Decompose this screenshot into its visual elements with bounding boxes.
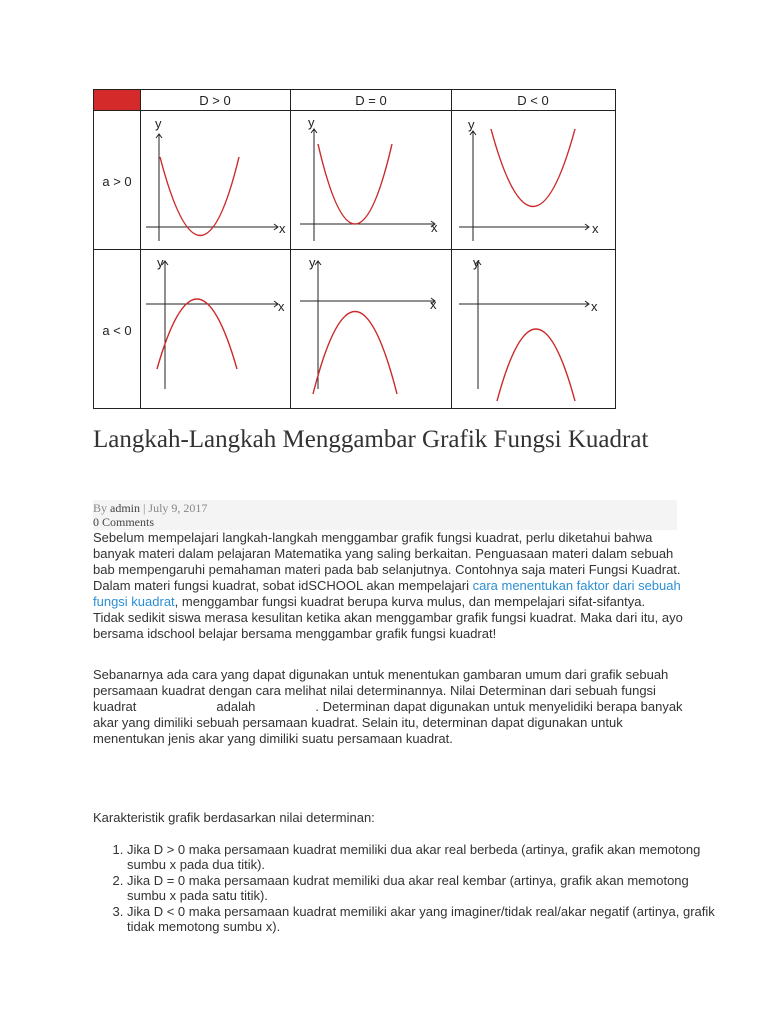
row-header-a-negative: a < 0 bbox=[102, 323, 132, 338]
col-header-d-zero: D = 0 bbox=[355, 93, 387, 108]
meta-separator: | bbox=[143, 501, 146, 515]
characteristics-list bbox=[93, 842, 717, 935]
parabola-graph-table bbox=[93, 89, 617, 410]
svg-text:x: x bbox=[592, 221, 599, 236]
svg-text:x: x bbox=[430, 297, 437, 312]
svg-text:x: x bbox=[591, 299, 598, 314]
graph-a-pos-d-neg bbox=[459, 117, 599, 241]
paragraph-motivation: Tidak sedikit siswa merasa kesulitan ketika akan menggambar grafik fungsi kuadrat. Maka dari itu, ayo bersama idschool belajar bersama menggambar grafik fungsi kuadrat! bbox=[93, 610, 683, 641]
svg-text:y: y bbox=[468, 117, 475, 132]
graph-a-pos-d-pos bbox=[146, 116, 286, 241]
svg-text:x: x bbox=[431, 220, 438, 235]
graph-a-pos-d-zero bbox=[300, 115, 438, 241]
factor-link[interactable]: cara menentukan faktor dari sebuah fungsi kuadrat bbox=[93, 578, 681, 609]
list-item: 1. Jika D > 0 maka persamaan kuadrat memiliki dua akar real berbeda (artinya, grafik akan memotong sumbu x pada dua titik). bbox=[127, 842, 717, 872]
graph-a-neg-d-zero bbox=[300, 255, 437, 394]
meta-by: By bbox=[93, 501, 108, 515]
graph-a-neg-d-pos bbox=[146, 255, 285, 389]
paragraph-determinant: Sebanarnya ada cara yang dapat digunakan untuk menentukan gambaran umum dari grafik sebuah persamaan kuadrat dengan cara melihat nilai determinannya. Nilai Determinan dari sebuah fungsi kuadrat adalah . Determinan dapat digunakan untuk menyelidiki berapa banyak akar yang dimiliki sebuah persamaan kuadrat. Selain itu, determinan dapat digunakan untuk menentukan jenis akar yang dimiliki suatu persamaan kuadrat. bbox=[93, 667, 683, 746]
svg-text:y: y bbox=[473, 255, 480, 270]
svg-text:x: x bbox=[279, 221, 286, 236]
article-title: Langkah-Langkah Menggambar Grafik Fungsi Kuadrat bbox=[93, 426, 649, 453]
svg-text:y: y bbox=[155, 116, 162, 131]
comments-link[interactable]: 0 Comments bbox=[93, 515, 155, 529]
list-item: 3. Jika D < 0 maka persamaan kuadrat memiliki akar yang imaginer/tidak real/akar negatif (artinya, grafik tidak memotong sumbu x). bbox=[127, 904, 717, 934]
row-header-a-positive: a > 0 bbox=[102, 174, 132, 189]
author-link[interactable]: admin bbox=[110, 501, 141, 515]
graph-a-neg-d-neg bbox=[459, 255, 598, 401]
paragraph-characteristics-intro: Karakteristik grafik berdasarkan nilai determinan: bbox=[93, 810, 375, 825]
svg-text:y: y bbox=[308, 115, 315, 130]
col-header-d-negative: D < 0 bbox=[517, 93, 549, 108]
paragraph-intro: Sebelum mempelajari langkah-langkah menggambar grafik fungsi kuadrat, perlu diketahui bahwa banyak materi dalam pelajaran Matematika yang saling berkaitan. Penguasaan materi dalam sebuah bab mempengaruhi pemahaman materi pada bab selanjutnya. Contohnya saja materi Fungsi Kuadrat. Dalam materi fungsi kuadrat, sobat idSCHOOL akan mempelajari cara menentukan faktor dari sebuah fungsi kuadrat, menggambar fungsi kuadrat berupa kurva mulus, dan mempelajari sifat-sifantya. Tidak sedikit siswa merasa kesulitan ketika akan menggambar grafik fungsi kuadrat. Maka dari itu, ayo bersama idschool belajar bersama menggambar grafik fungsi kuadrat! bbox=[93, 530, 683, 641]
svg-text:y: y bbox=[157, 255, 164, 270]
list-item: 2. Jika D = 0 maka persamaan kudrat memiliki dua akar real kembar (artinya, grafik akan memotong sumbu x pada satu titik). bbox=[127, 873, 717, 903]
article-meta bbox=[93, 500, 677, 530]
svg-text:y: y bbox=[309, 255, 316, 270]
svg-text:x: x bbox=[278, 299, 285, 314]
corner-cell bbox=[94, 90, 141, 111]
post-date: July 9, 2017 bbox=[148, 501, 208, 515]
col-header-d-positive: D > 0 bbox=[199, 93, 231, 108]
